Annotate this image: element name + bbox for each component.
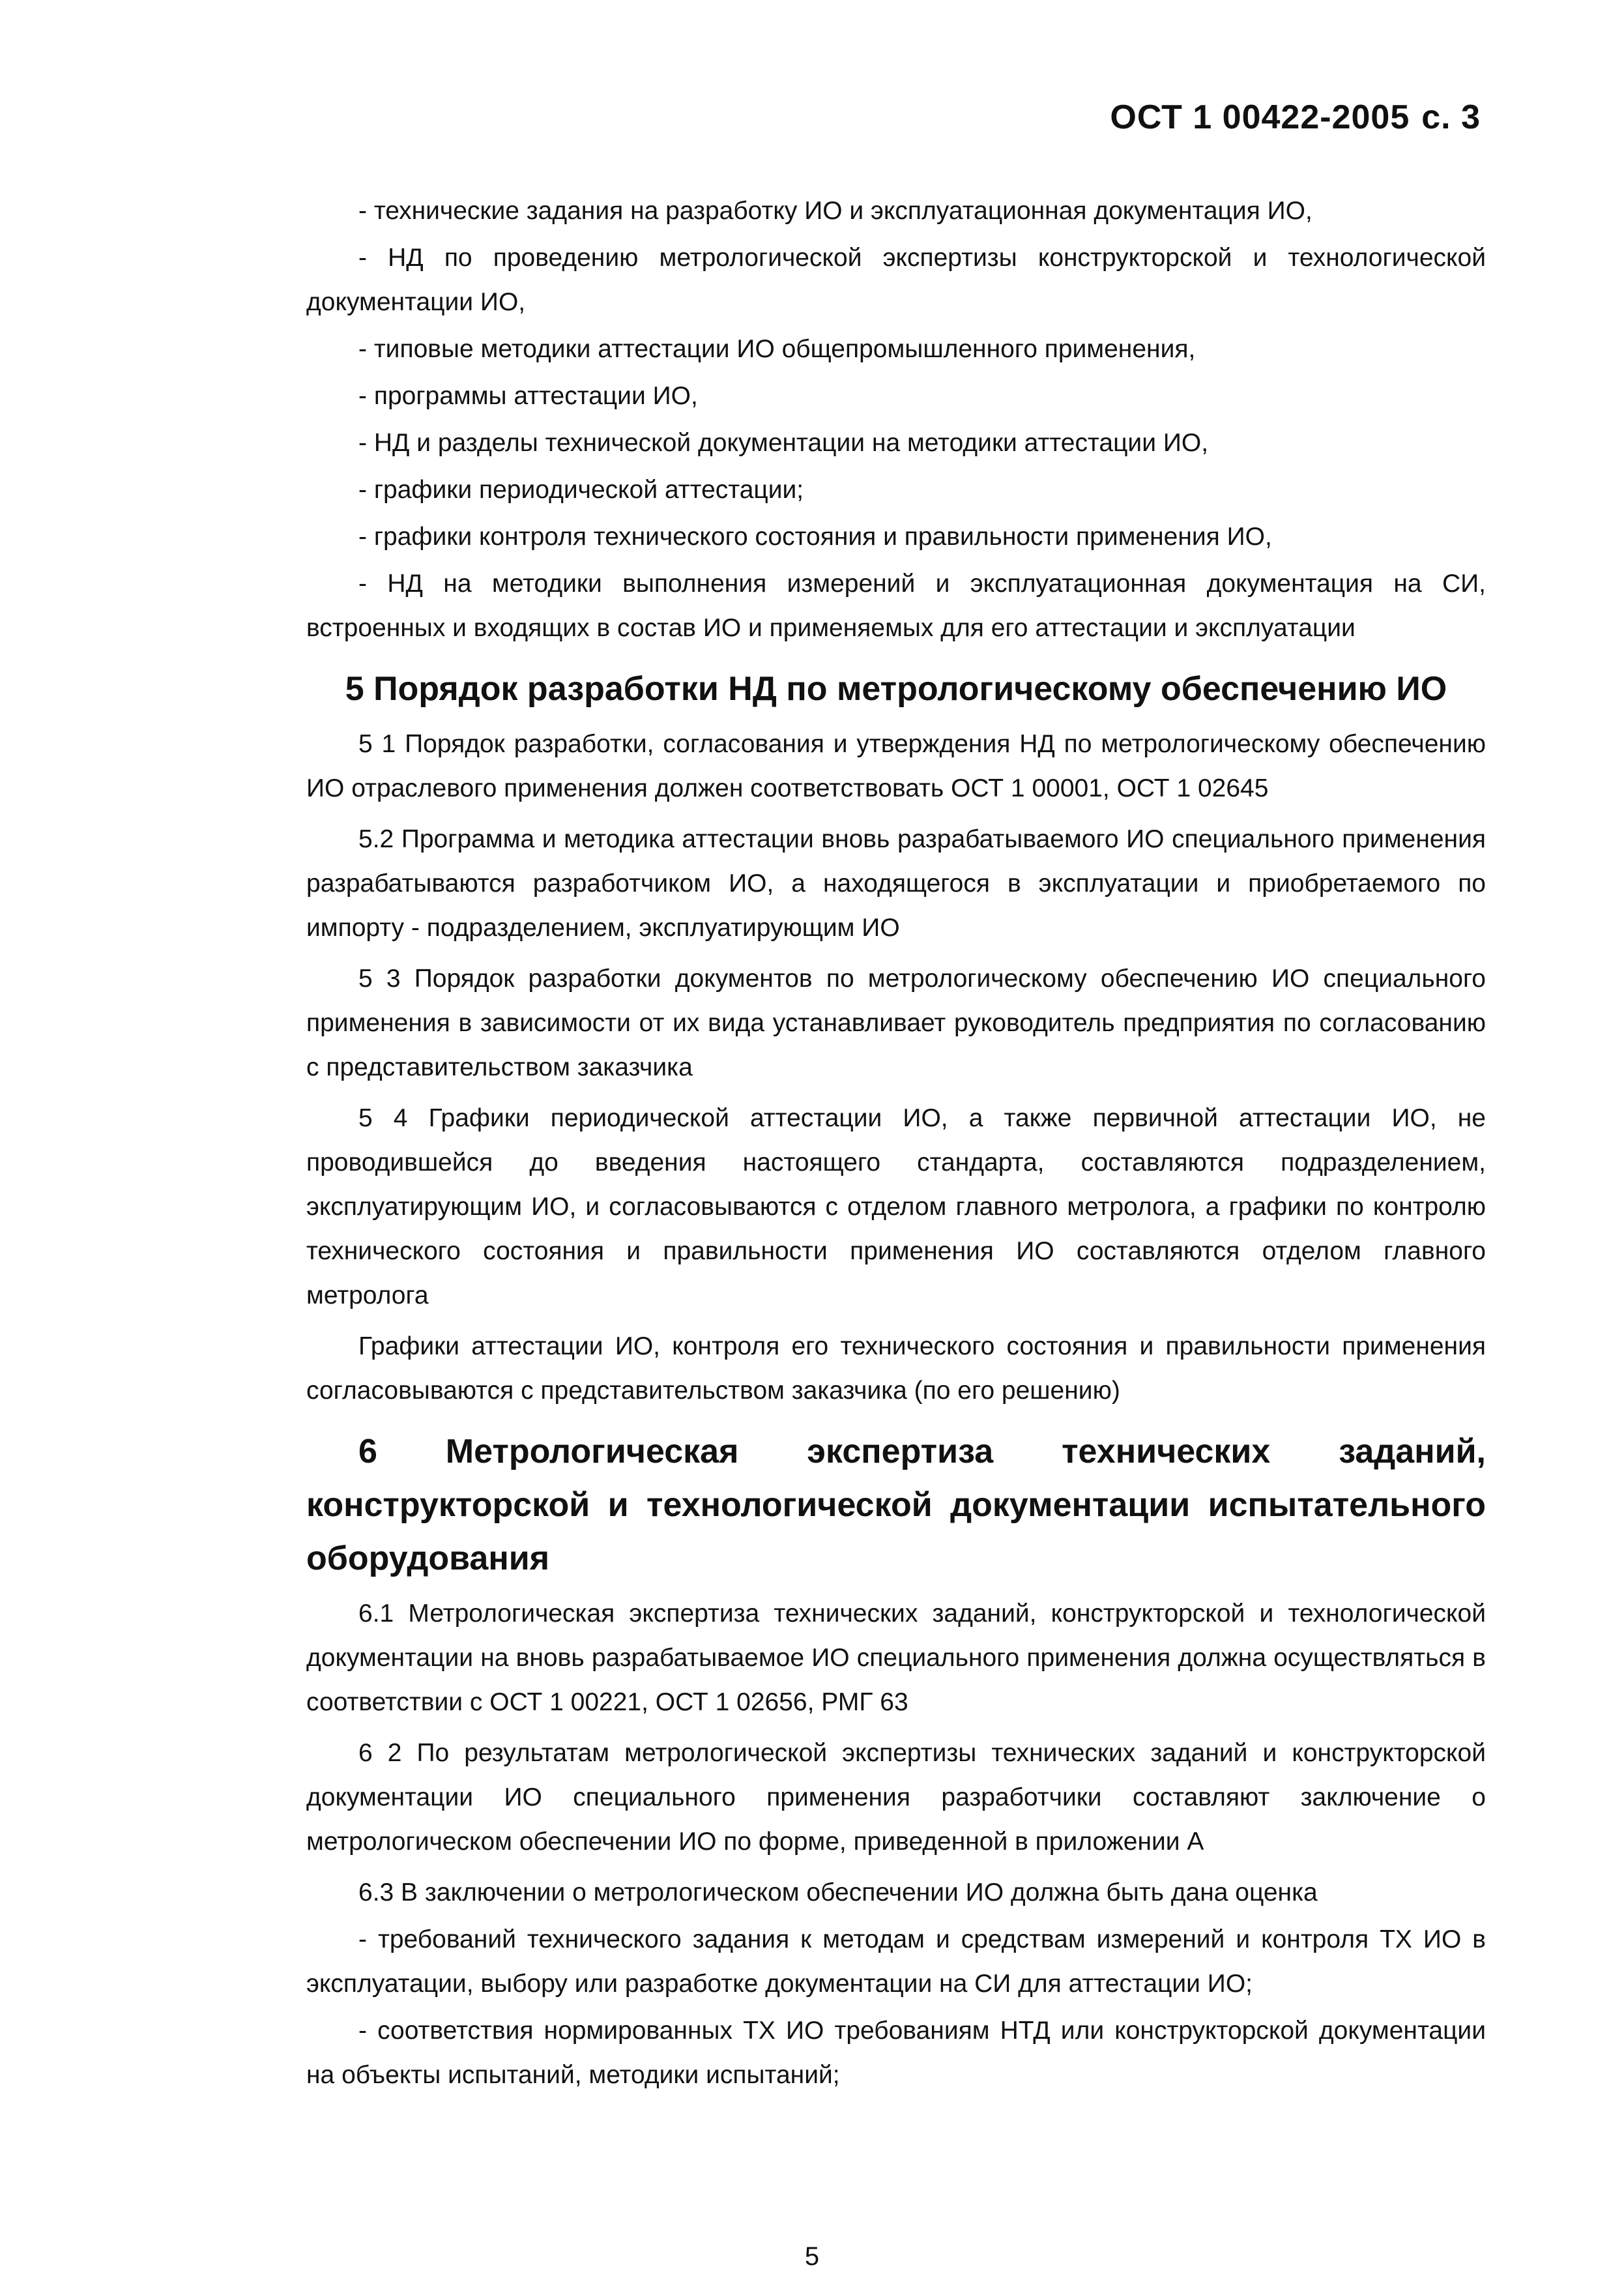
page-header [1110, 98, 1481, 137]
list-item: - графики периодической аттестации; [358, 476, 804, 504]
list-item: - НД по проведению метрологической экспертизы конструкторской и технологической документации ИО, [306, 244, 1486, 316]
list-item: - графики контроля технического состояния и правильности применения ИО, [358, 523, 1272, 551]
paragraph-6-1: 6.1 Метрологическая экспертиза технических заданий, конструкторской и технологической документации на вновь разрабатываемое ИО специального применения должна осуществляться в соответствии с ОСТ 1 00221, ОСТ 1 02656, РМГ 63 [306, 1599, 1486, 1716]
list-item: - типовые методики аттестации ИО общепромышленного применения, [358, 335, 1196, 363]
section-heading-6: 6 Метрологическая экспертиза технических заданий, конструкторской и технологической документации испытательного оборудования [306, 1433, 1486, 1577]
paragraph-6-2: 6 2 По результатам метрологической экспертизы технических заданий и конструкторской документации ИО специального применения разработчики составляют заключение о метрологическом обеспечении ИО по форме, приведенной в приложении А [306, 1739, 1486, 1856]
paragraph-5-2: 5.2 Программа и методика аттестации вновь разрабатываемого ИО специального применения разрабатываются разработчиком ИО, а находящегося в эксплуатации и приобретаемого по импорту - подразделением, эксплуатирующим ИО [306, 825, 1486, 942]
document-code: ОСТ 1 00422-2005 [1110, 98, 1410, 136]
list-item: - требований технического задания к методам и средствам измерений и контроля ТХ ИО в эксплуатации, выбору или разработке документации на СИ для аттестации ИО; [306, 1925, 1486, 1998]
list-item: - соответствия нормированных ТХ ИО требованиям НТД или конструкторской документации на объекты испытаний, методики испытаний; [306, 2017, 1486, 2089]
paragraph-5-4: 5 4 Графики периодической аттестации ИО, а также первичной аттестации ИО, не проводившейся до введения настоящего стандарта, составляются подразделением, эксплуатирующим ИО, и согласовываются с отделом главного метролога, а графики по контролю технического состояния и правильности применения ИО составляются отделом главного метролога [306, 1104, 1486, 1309]
page-number: 5 [804, 2242, 820, 2271]
paragraph-6-3: 6.3 В заключении о метрологическом обеспечении ИО должна быть дана оценка [358, 1878, 1318, 1906]
paragraph-5-3: 5 3 Порядок разработки документов по метрологическому обеспечению ИО специального применения в зависимости от их вида устанавливает руководитель предприятия по согласованию с представительством заказчика [306, 965, 1486, 1081]
document-body [306, 189, 1486, 2100]
page-reference: с. 3 [1421, 98, 1481, 136]
paragraph-5-4-note: Графики аттестации ИО, контроля его технического состояния и правильности применения согласовываются с представительством заказчика (по его решению) [306, 1332, 1486, 1405]
list-item: - программы аттестации ИО, [358, 382, 698, 410]
list-item: - технические задания на разработку ИО и эксплуатационная документация ИО, [358, 197, 1312, 225]
section-heading-5: 5 Порядок разработки НД по метрологическому обеспечению ИО [345, 670, 1447, 708]
paragraph-5-1: 5 1 Порядок разработки, согласования и утверждения НД по метрологическому обеспечению ИО отраслевого применения должен соответствовать ОСТ 1 00001, ОСТ 1 02645 [306, 730, 1486, 802]
list-item: - НД на методики выполнения измерений и эксплуатационная документация на СИ, встроенных и входящих в состав ИО и применяемых для его аттестации и эксплуатации [306, 570, 1486, 642]
list-item: - НД и разделы технической документации на методики аттестации ИО, [358, 429, 1209, 457]
